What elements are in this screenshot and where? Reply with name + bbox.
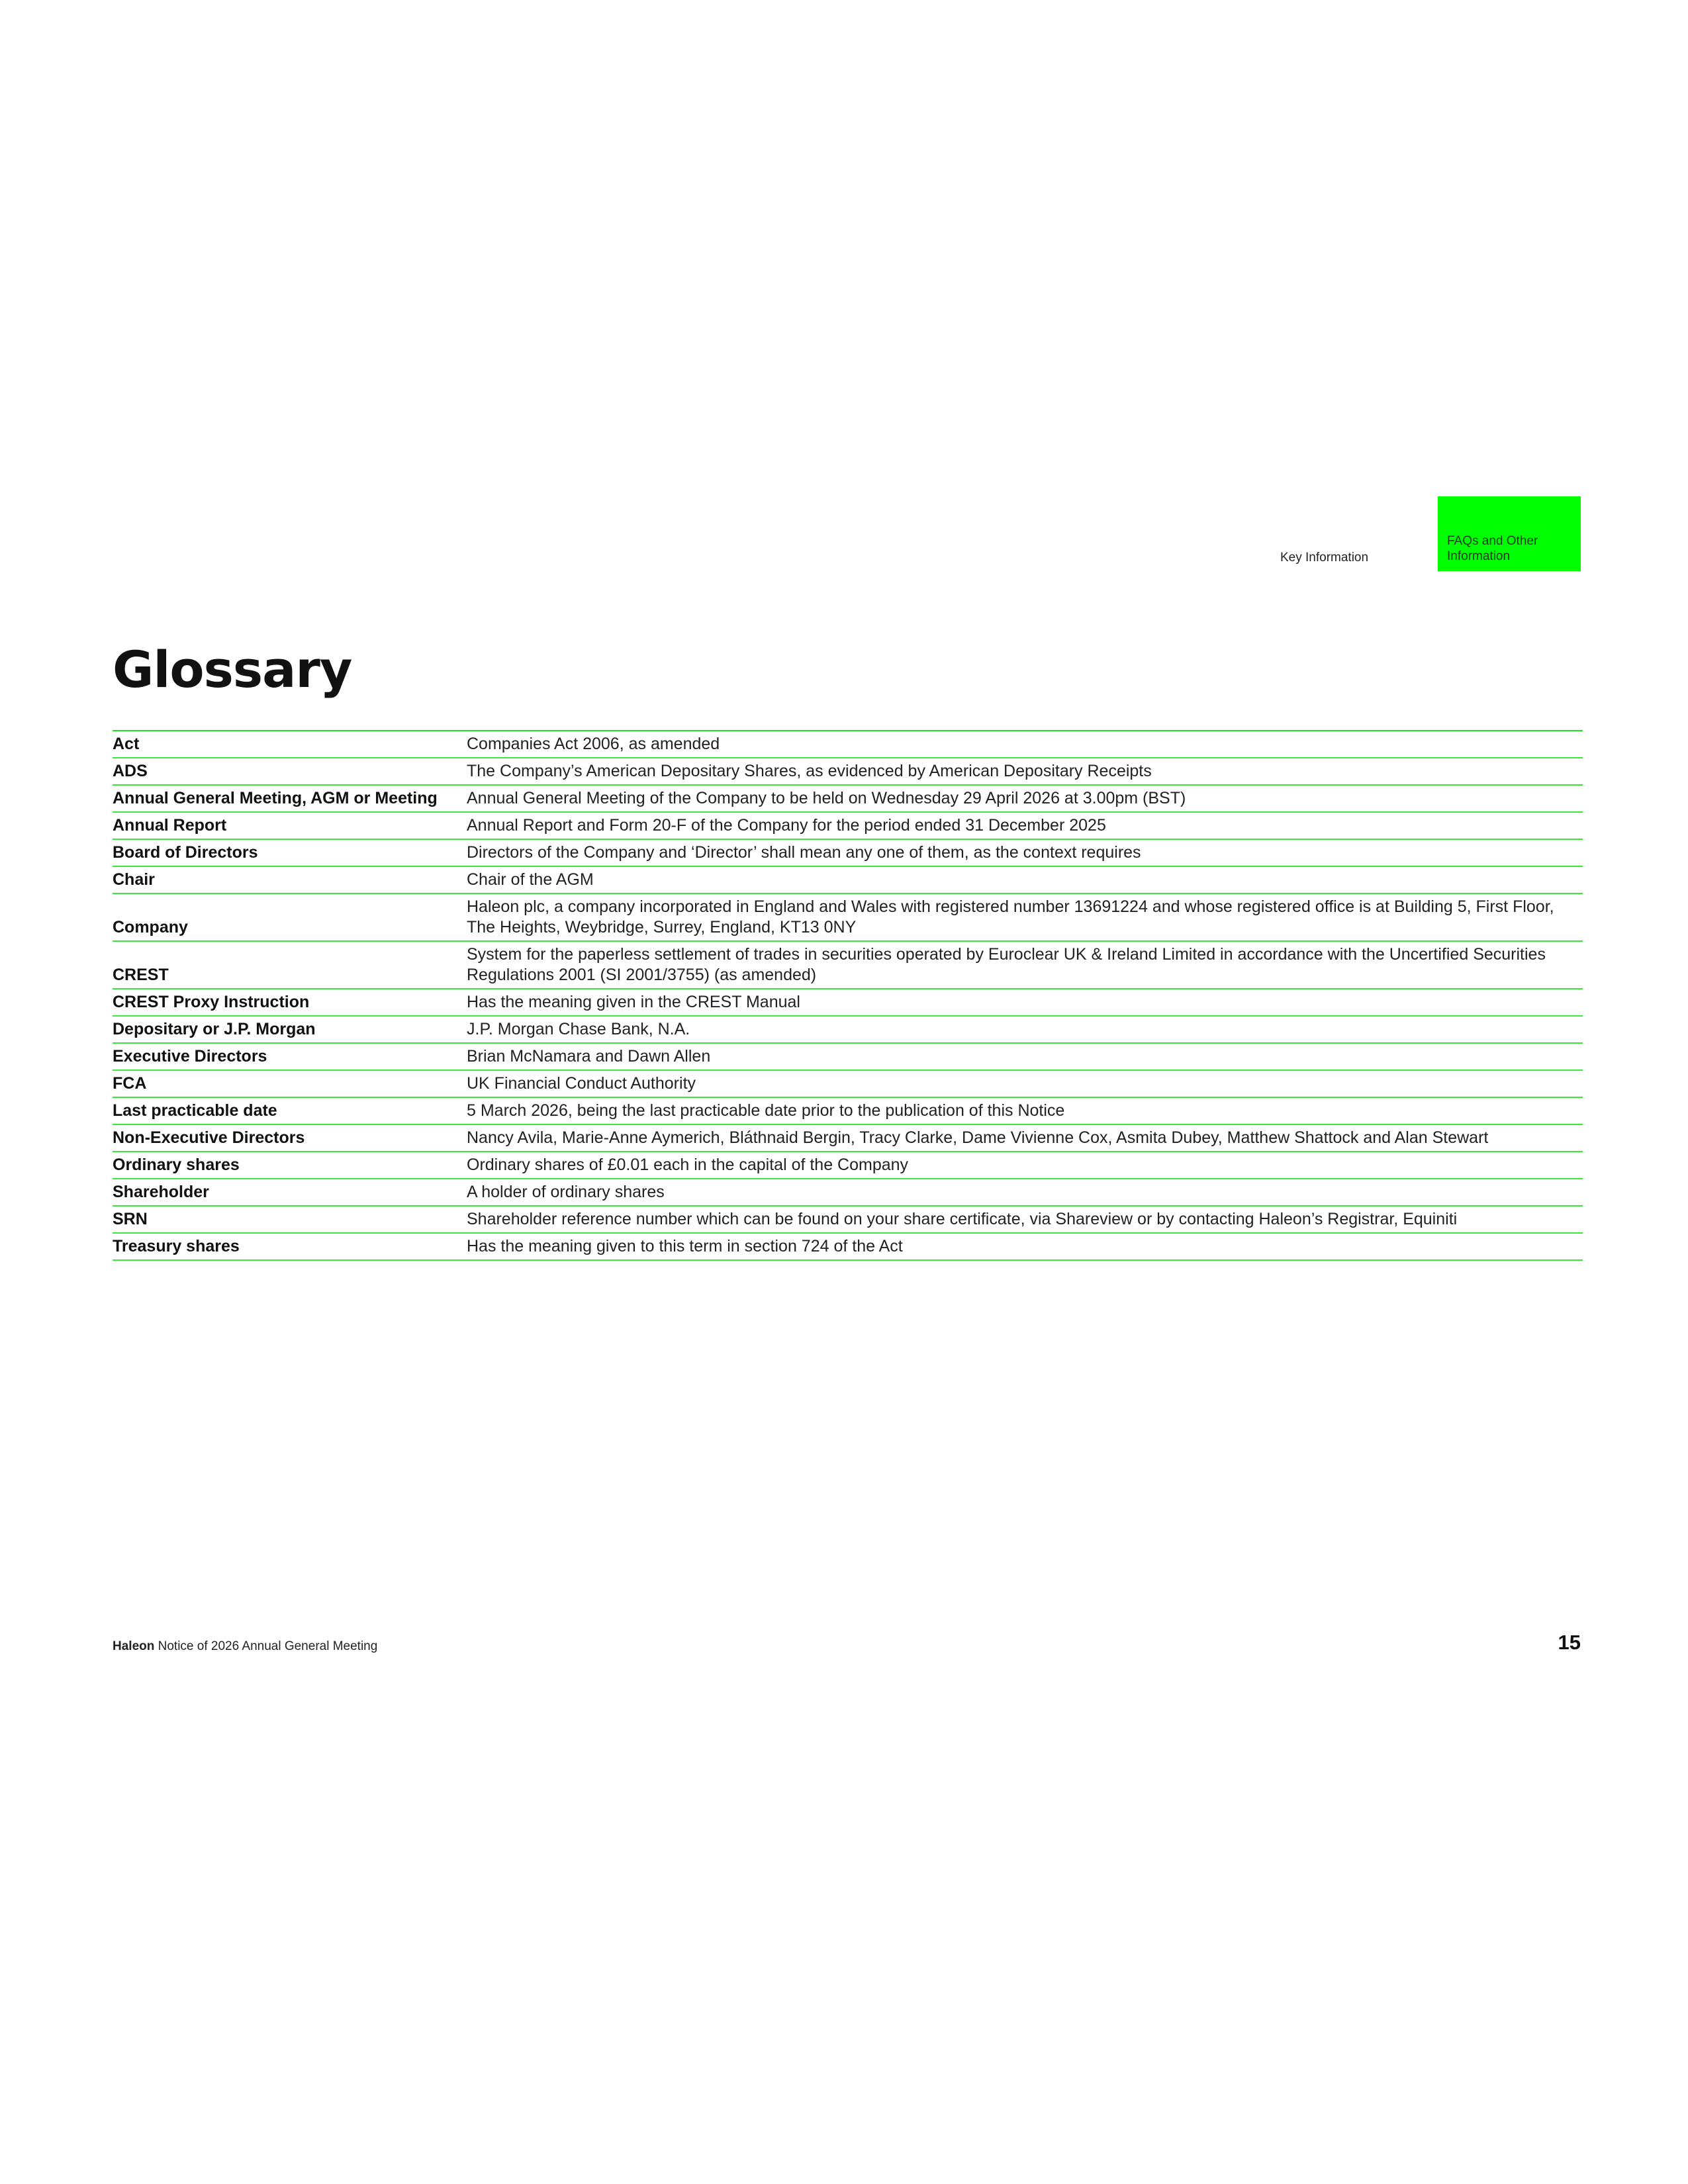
nav-faqs-tab-active[interactable] bbox=[1438, 496, 1581, 571]
glossary-row bbox=[113, 1233, 1583, 1260]
glossary-term: Shareholder bbox=[113, 1179, 467, 1206]
glossary-term: Non-Executive Directors bbox=[113, 1124, 467, 1152]
glossary-definition: J.P. Morgan Chase Bank, N.A. bbox=[467, 1016, 1583, 1043]
glossary-term: Act bbox=[113, 731, 467, 758]
page-title: Glossary bbox=[113, 640, 352, 699]
glossary-definition: 5 March 2026, being the last practicable date prior to the publication of this Notice bbox=[467, 1097, 1583, 1124]
glossary-row bbox=[113, 785, 1583, 812]
glossary-definition: Nancy Avila, Marie-Anne Aymerich, Bláthnaid Bergin, Tracy Clarke, Dame Vivienne Cox, Asmita Dubey, Matthew Shattock and Alan Stewart bbox=[467, 1124, 1583, 1152]
glossary-term: SRN bbox=[113, 1206, 467, 1233]
glossary-row bbox=[113, 839, 1583, 866]
glossary-term: Annual Report bbox=[113, 812, 467, 839]
glossary-definition: System for the paperless settlement of trades in securities operated by Euroclear UK & Ireland Limited in accordance with the Uncertified Securities Regulations 2001 (SI 2001/3755) (as amended) bbox=[467, 941, 1583, 989]
glossary-definition: A holder of ordinary shares bbox=[467, 1179, 1583, 1206]
page-number: 15 bbox=[1558, 1631, 1581, 1654]
glossary-row bbox=[113, 866, 1583, 893]
glossary-definition: Annual Report and Form 20-F of the Company for the period ended 31 December 2025 bbox=[467, 812, 1583, 839]
glossary-term: Ordinary shares bbox=[113, 1152, 467, 1179]
glossary-row bbox=[113, 1070, 1583, 1097]
glossary-row bbox=[113, 893, 1583, 941]
glossary-term: Company bbox=[113, 893, 467, 941]
glossary-row bbox=[113, 1206, 1583, 1233]
glossary-term: CREST Proxy Instruction bbox=[113, 989, 467, 1016]
glossary-table bbox=[113, 730, 1583, 1261]
glossary-row bbox=[113, 989, 1583, 1016]
glossary-term: Last practicable date bbox=[113, 1097, 467, 1124]
glossary-definition: Shareholder reference number which can be found on your share certificate, via Shareview or by contacting Haleon’s Registrar, Equiniti bbox=[467, 1206, 1583, 1233]
nav-key-information-link[interactable]: Key Information bbox=[1280, 551, 1369, 565]
glossary-definition: Has the meaning given to this term in section 724 of the Act bbox=[467, 1233, 1583, 1260]
glossary-definition: Ordinary shares of £0.01 each in the capital of the Company bbox=[467, 1152, 1583, 1179]
glossary-definition: Chair of the AGM bbox=[467, 866, 1583, 893]
nav-faqs-label: FAQs and Other Information bbox=[1447, 534, 1538, 563]
glossary-row bbox=[113, 1043, 1583, 1070]
glossary-row bbox=[113, 1179, 1583, 1206]
glossary-row bbox=[113, 941, 1583, 989]
glossary-term: Chair bbox=[113, 866, 467, 893]
footer-document-title bbox=[113, 1639, 377, 1655]
footer-document-name: Notice of 2026 Annual General Meeting bbox=[158, 1639, 378, 1653]
glossary-term: Annual General Meeting, AGM or Meeting bbox=[113, 785, 467, 812]
glossary-definition: Has the meaning given in the CREST Manual bbox=[467, 989, 1583, 1016]
glossary-row bbox=[113, 758, 1583, 785]
glossary-term: ADS bbox=[113, 758, 467, 785]
glossary-row bbox=[113, 1124, 1583, 1152]
glossary-row bbox=[113, 812, 1583, 839]
glossary-term: Board of Directors bbox=[113, 839, 467, 866]
glossary-row bbox=[113, 1152, 1583, 1179]
glossary-term: FCA bbox=[113, 1070, 467, 1097]
footer-brand: Haleon bbox=[113, 1639, 155, 1653]
glossary-term: Executive Directors bbox=[113, 1043, 467, 1070]
glossary-row bbox=[113, 1097, 1583, 1124]
glossary-definition: Directors of the Company and ‘Director’ shall mean any one of them, as the context requires bbox=[467, 839, 1583, 866]
glossary-row bbox=[113, 731, 1583, 758]
glossary-term: Depositary or J.P. Morgan bbox=[113, 1016, 467, 1043]
glossary-definition: Annual General Meeting of the Company to be held on Wednesday 29 April 2026 at 3.00pm (BST) bbox=[467, 785, 1583, 812]
glossary-definition: The Company’s American Depositary Shares, as evidenced by American Depositary Receipts bbox=[467, 758, 1583, 785]
glossary-definition: Haleon plc, a company incorporated in England and Wales with registered number 13691224 and whose registered office is at Building 5, First Floor, The Heights, Weybridge, Surrey, England, KT13 0NY bbox=[467, 893, 1583, 941]
glossary-definition: Brian McNamara and Dawn Allen bbox=[467, 1043, 1583, 1070]
glossary-term: Treasury shares bbox=[113, 1233, 467, 1260]
glossary-definition: Companies Act 2006, as amended bbox=[467, 731, 1583, 758]
glossary-term: CREST bbox=[113, 941, 467, 989]
glossary-definition: UK Financial Conduct Authority bbox=[467, 1070, 1583, 1097]
glossary-row bbox=[113, 1016, 1583, 1043]
